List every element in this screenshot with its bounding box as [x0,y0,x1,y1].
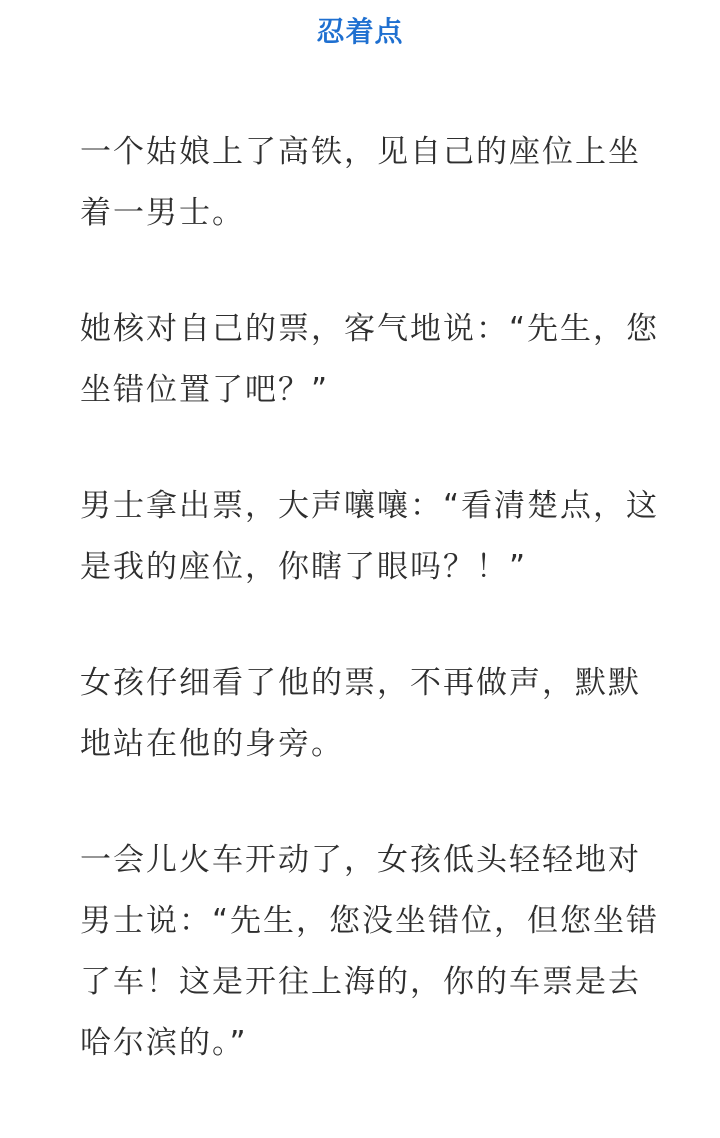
paragraph [80,122,650,244]
paragraph-line: 一个姑娘上了高铁，见自己的座位上坐 [80,134,641,170]
paragraph-line: 她核对自己的票，客气地说：“先生，您 [80,311,660,347]
paragraph-line: 着一男士。 [80,195,245,231]
article-body [80,122,660,1129]
paragraph [80,299,660,421]
paragraph-line: 女孩仔细看了他的票，不再做声，默默 [80,665,641,701]
paragraph-line: 男士说：“先生，您没坐错位，但您坐错 [80,903,660,939]
paragraph-line: 一会儿火车开动了，女孩低头轻轻地对 [80,842,641,878]
paragraph-line: 是我的座位，你瞎了眼吗？！” [80,549,528,585]
article-title: 忍着点 [316,15,404,48]
paragraph-line: 哈尔滨的。” [80,1025,248,1061]
paragraph [80,476,660,598]
paragraph [80,830,660,1074]
paragraph-line: 了车！这是开往上海的，你的车票是去 [80,964,641,1000]
paragraph [80,653,650,775]
paragraph-line: 地站在他的身旁。 [80,726,344,762]
paragraph-line: 男士拿出票，大声嚷嚷：“看清楚点，这 [80,488,660,524]
paragraph-line: 坐错位置了吧？” [80,372,330,408]
